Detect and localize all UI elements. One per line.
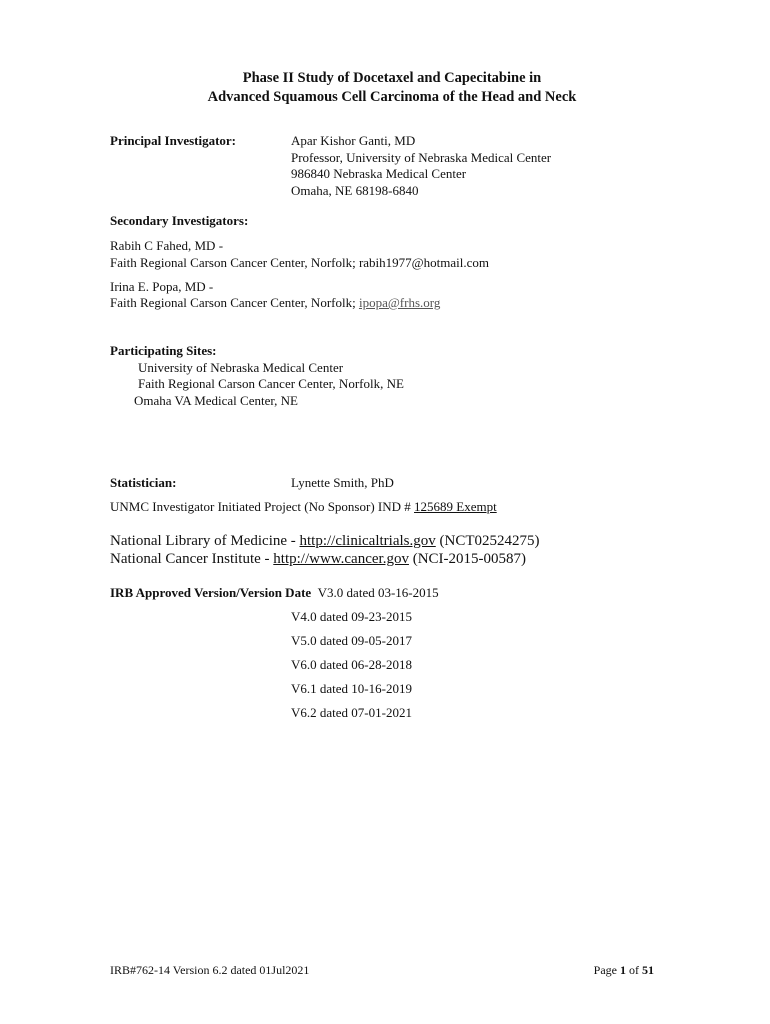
nci-registry-line <box>110 551 526 568</box>
secondary-investigator-1-affiliation: Faith Regional Carson Cancer Center, Norfolk; rabih1977@hotmail.com <box>110 255 489 270</box>
page-of: of <box>626 963 642 977</box>
secondary-investigator-2-affiliation <box>110 295 440 311</box>
ind-number: 125689 Exempt <box>414 499 497 514</box>
nlm-text: National Library of Medicine - <box>110 533 300 549</box>
page-total: 51 <box>642 963 654 977</box>
document-title-line-2: Advanced Squamous Cell Carcinoma of the Head and Neck <box>207 89 577 105</box>
footer-version: IRB#762-14 Version 6.2 dated 01Jul2021 <box>110 963 310 977</box>
irb-version: V5.0 dated 09-05-2017 <box>291 633 412 648</box>
pi-name: Apar Kishor Ganti, MD <box>291 133 416 148</box>
nlm-registry-line <box>110 533 540 550</box>
cancer-gov-link[interactable]: http://www.cancer.gov <box>273 551 409 567</box>
irb-version: V6.0 dated 06-28-2018 <box>291 657 412 672</box>
ind-text: UNMC Investigator Initiated Project (No Sponsor) IND # <box>110 499 415 514</box>
secondary-investigator-2-name: Irina E. Popa, MD - <box>110 279 214 294</box>
document-title-line-1: Phase II Study of Docetaxel and Capecitabine in <box>242 70 542 86</box>
irb-line <box>110 585 439 601</box>
pi-city: Omaha, NE 68198-6840 <box>291 182 419 198</box>
page-current: 1 <box>620 963 626 977</box>
principal-investigator-label: Principal Investigator: <box>110 133 237 148</box>
page-number <box>594 963 654 978</box>
principal-investigator-details <box>291 133 551 199</box>
irb-version: V6.2 dated 07-01-2021 <box>291 705 412 720</box>
irb-version: V4.0 dated 09-23-2015 <box>291 609 412 624</box>
site-item: Omaha VA Medical Center, NE <box>134 393 298 408</box>
clinicaltrials-link[interactable]: http://clinicaltrials.gov <box>299 533 436 549</box>
nct-id: (NCT02524275) <box>435 533 540 549</box>
irb-version-first: V3.0 dated 03-16-2015 <box>317 585 439 600</box>
statistician-name: Lynette Smith, PhD <box>291 475 394 490</box>
statistician-label: Statistician: <box>110 475 177 490</box>
page-prefix: Page <box>593 963 620 977</box>
secondary-investigator-1-name: Rabih C Fahed, MD - <box>110 238 224 253</box>
site-item: University of Nebraska Medical Center <box>138 360 344 375</box>
pi-address: 986840 Nebraska Medical Center <box>291 166 467 181</box>
site-item: Faith Regional Carson Cancer Center, Norfolk, NE <box>138 376 404 391</box>
irb-label: IRB Approved Version/Version Date <box>110 585 312 600</box>
participating-sites-label: Participating Sites: <box>110 343 217 358</box>
pi-title: Professor, University of Nebraska Medical Center <box>291 149 552 165</box>
email-link[interactable]: ipopa@frhs.org <box>358 295 441 310</box>
ind-line <box>110 499 497 515</box>
nci-text: National Cancer Institute - <box>110 551 274 567</box>
affiliation-text: Faith Regional Carson Cancer Center, Norfolk; <box>110 295 359 310</box>
irb-version: V6.1 dated 10-16-2019 <box>291 681 412 696</box>
nci-id: (NCI-2015-00587) <box>408 551 527 567</box>
secondary-investigators-label: Secondary Investigators: <box>110 213 249 228</box>
